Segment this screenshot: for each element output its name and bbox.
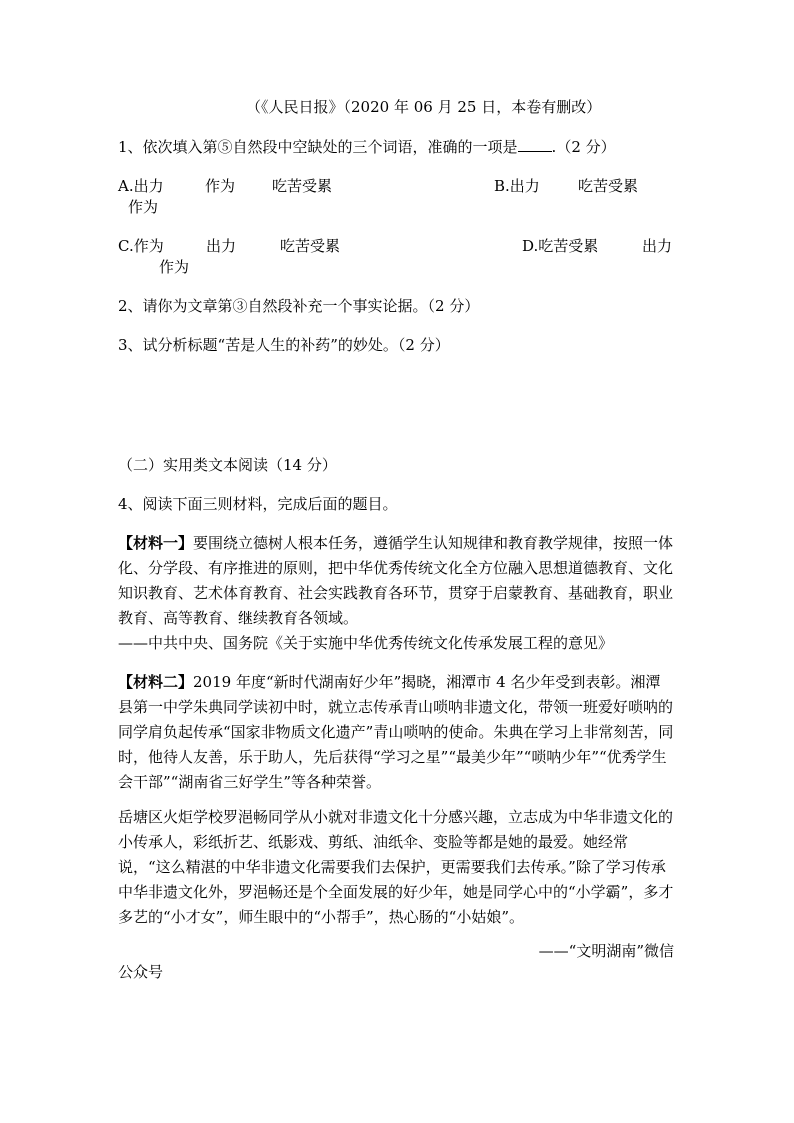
material-2-text: 2019 年度“新时代湖南好少年”揭晓，湘潭市 4 名少年受到表彰。湘潭县第一中学朱典同学读初中时，就立志传承青山唢呐非遗文化，带领一班爱好唢呐的同学肩负起传承“国家非物质文化遗产”青山唢呐的使命。朱典在学习上非常刻苦，同时，他待人友善，乐于助人，先后获得“学习之星”“最美少年”“唢呐少年”“优秀学生会干部”“湖南省三好学生”等各种荣誉。 — [118, 673, 674, 791]
material-2-source: ——“文明湖南”微信 — [538, 942, 674, 960]
source-citation: （《人民日报》（2020 年 06 月 25 日，本卷有删改） — [246, 98, 602, 116]
option-c-word-3: 吃苦受累 — [280, 237, 341, 255]
material-1-text: 要围绕立德树人根本任务，遵循学生认知规律和教育教学规律，按照一体化、分学段、有序推进的原则，把中华优秀传统文化全方位融入思想道德教育、文化知识教育、艺术体育教育、社会实践教育各环节，贯穿于启蒙教育、基础教育，职业教育、高等教育、继续教育各领域。 — [118, 534, 674, 627]
material-1-source: ——中共中央、国务院《关于实施中华优秀传统文化传承发展工程的意见》 — [118, 634, 614, 652]
question-1-text: 1、依次填入第⑤自然段中空缺处的三个词语，准确的一项是 — [118, 138, 518, 156]
question-4: 4、阅读下面三则材料，完成后面的题目。 — [118, 495, 398, 513]
material-2 — [118, 670, 674, 795]
question-1 — [118, 137, 616, 157]
option-b-word-2: 吃苦受累 — [578, 177, 639, 195]
section-heading: （二）实用类文本阅读（14 分） — [118, 456, 337, 474]
option-b-label: B.出力 — [494, 177, 540, 195]
material-1-tag: 【材料一】 — [118, 534, 194, 552]
material-1 — [118, 531, 674, 631]
option-c-word-2: 出力 — [206, 237, 237, 255]
option-a-word-3: 吃苦受累 — [272, 177, 333, 195]
option-d-word-2: 出力 — [642, 237, 673, 255]
option-d-label: D.吃苦受累 — [522, 237, 599, 255]
option-d-word-3: 作为 — [159, 258, 190, 276]
material-2-tag: 【材料二】 — [118, 673, 194, 691]
material-2-source-continued: 公众号 — [118, 963, 164, 981]
question-3: 3、试分析标题“苦是人生的补药”的妙处。（2 分） — [118, 336, 450, 354]
option-c-label: C.作为 — [118, 237, 164, 255]
option-a-word-2: 作为 — [205, 177, 236, 195]
option-a-label: A.出力 — [118, 177, 164, 195]
material-2-paragraph-2: 岳塘区火炬学校罗浥畅同学从小就对非遗文化十分感兴趣，立志成为中华非遗文化的小传承人，彩纸折艺、纸影戏、剪纸、油纸伞、变脸等都是她的最爱。她经常说，“这么精湛的中华非遗文化需要我们去保护，更需要我们去传承。”除了学习传承中华非遗文化外，罗浥畅还是个全面发展的好少年，她是同学心中的“小学霸”，多才多艺的“小才女”，师生眼中的“小帮手”，热心肠的“小姑娘”。 — [118, 808, 674, 926]
option-b-word-3: 作为 — [128, 198, 159, 216]
answer-blank — [518, 137, 552, 152]
question-1-score: .（2 分） — [551, 138, 616, 156]
question-2: 2、请你为文章第③自然段补充一个事实论据。（2 分） — [118, 297, 480, 315]
